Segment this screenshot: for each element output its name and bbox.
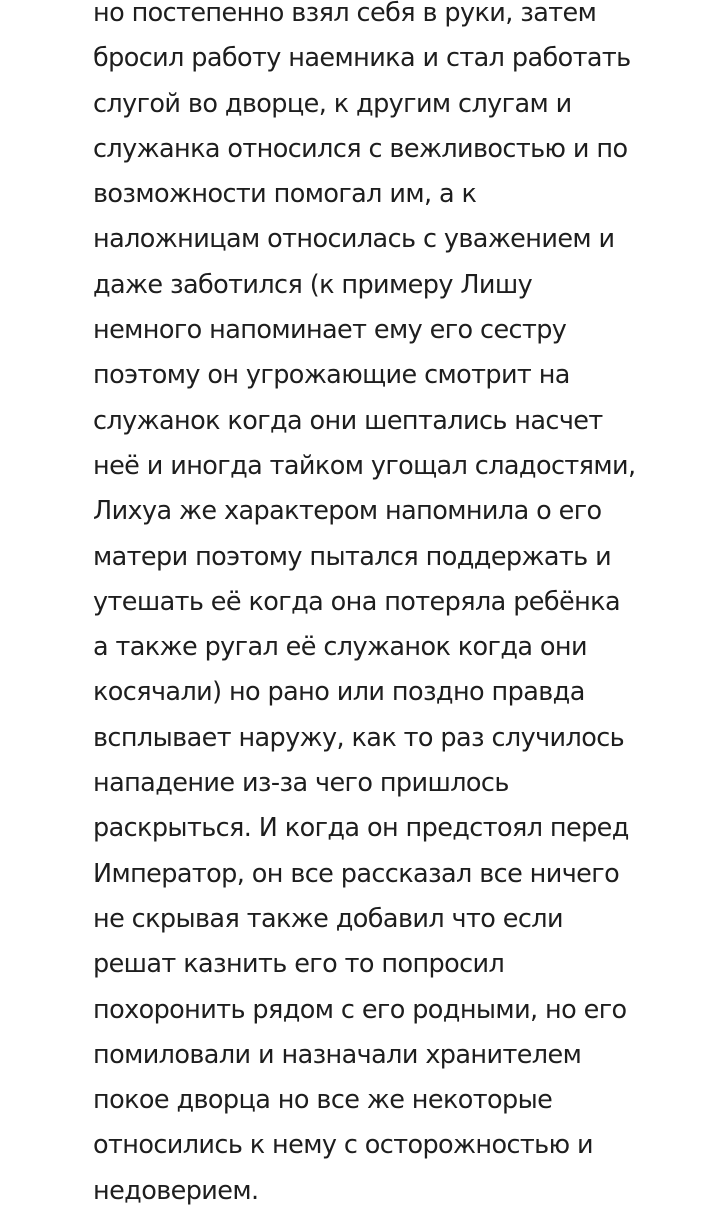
text-line: всплывает наружу, как то раз случилось: [93, 722, 625, 753]
text-line: Лихуа же характером напомнила о его: [93, 496, 602, 527]
text-line: неё и иногда тайком угощал сладостями,: [93, 450, 636, 481]
text-line: бросил работу наемника и стал работать: [93, 43, 631, 74]
text-line: наложницам относилась с уважением и: [93, 224, 615, 255]
text-line: поэтому он угрожающие смотрит на: [93, 360, 570, 391]
text-line: покое дворца но все же некоторые: [93, 1085, 553, 1116]
text-line: не скрывая также добавил что если: [93, 903, 563, 934]
text-line: раскрыться. И когда он предстоял перед: [93, 813, 629, 844]
text-line: помиловали и назначали хранителем: [93, 1039, 582, 1070]
text-line: нападение из-за чего пришлось: [93, 768, 509, 799]
text-line: относились к нему с осторожностью и: [93, 1130, 593, 1161]
text-line: недоверием.: [93, 1175, 259, 1206]
text-line: матери поэтому пытался поддержать и: [93, 541, 612, 572]
text-line: утешать её когда она потеряла ребёнка: [93, 586, 620, 617]
text-line: служанок когда они шептались насчет: [93, 405, 603, 436]
article-text: [93, 0, 693, 1206]
text-line: немного напоминает ему его сестру: [93, 315, 567, 346]
text-line: но постепенно взял себя в руки, затем: [93, 0, 597, 28]
text-line: даже заботился (к примеру Лишу: [93, 269, 533, 300]
text-line: слугой во дворце, к другим слугам и: [93, 88, 572, 119]
text-line: служанка относился с вежливостью и по: [93, 133, 628, 164]
text-line: Император, он все рассказал все ничего: [93, 858, 620, 889]
text-line: возможности помогал им, а к: [93, 179, 477, 210]
text-line: косячали) но рано или поздно правда: [93, 677, 585, 708]
text-line: решат казнить его то попросил: [93, 949, 505, 980]
text-line: а также ругал её служанок когда они: [93, 632, 587, 663]
text-line: похоронить рядом с его родными, но его: [93, 994, 627, 1025]
